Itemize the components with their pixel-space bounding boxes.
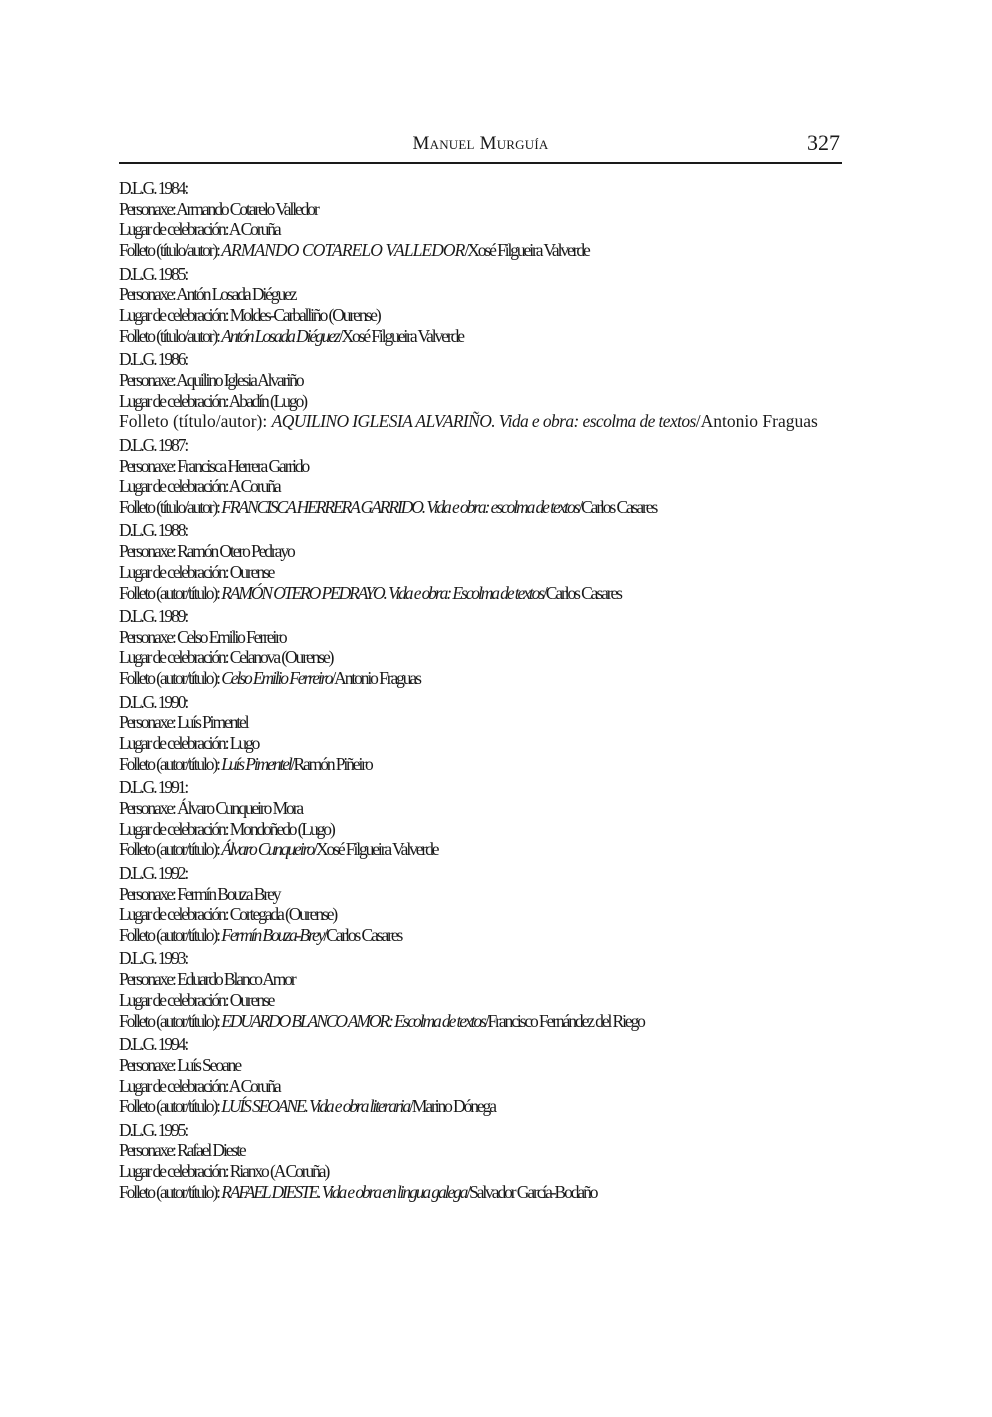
folleto-title: FRANCISCA HERRERA GARRIDO. Vida e obra: escolma de textos (221, 496, 579, 517)
entry-lugar (119, 562, 849, 583)
entry-lugar (119, 733, 849, 754)
entry-dlg: D.L.G. 1984: (119, 178, 188, 198)
folleto-title: ARMANDO COTARELO VALLEDOR (221, 240, 465, 261)
entry-folleto (119, 326, 849, 347)
entry-dlg: D.L.G. 1993: (119, 948, 188, 969)
personaxe-value: Fermín Bouza Brey (177, 883, 280, 904)
personaxe-value: Álvaro Cunqueiro Mora (177, 797, 303, 818)
personaxe-value: Ramón Otero Pedrayo (177, 541, 294, 562)
folleto-title: RAMÓN OTERO PEDRAYO. Vida e obra: Escolma de textos (221, 582, 543, 603)
lugar-value: Moldes-Carballiño (Ourense) (229, 305, 380, 326)
entry-list (119, 178, 849, 1205)
lugar-value: Lugo (229, 733, 259, 754)
personaxe-label: Personaxe: (119, 369, 177, 390)
personaxe-label: Personaxe: (119, 883, 178, 904)
folleto-slash: / (313, 839, 316, 860)
entry-folleto (119, 839, 849, 860)
lugar-value: A Coruña (228, 1075, 280, 1096)
folleto-author: Carlos Casares (545, 582, 621, 603)
entry-dlg: D.L.G. 1989: (119, 606, 188, 627)
folleto-slash: / (338, 325, 342, 346)
folleto-slash: / (323, 924, 327, 945)
entry-folleto (119, 925, 849, 946)
personaxe-value: Celso Emilio Ferreiro (177, 626, 286, 647)
lugar-value: Abadín (Lugo) (228, 390, 306, 411)
folleto-author: Ramón Piñeiro (293, 753, 372, 774)
entry-1986 (119, 349, 849, 432)
personaxe-value: Francisca Herrera Garrido (177, 455, 309, 476)
folleto-label: Folleto (autor/título): (119, 839, 222, 860)
lugar-value: Celanova (Ourense) (229, 647, 333, 668)
personaxe-value: Antón Losada Diéguez (176, 284, 296, 305)
entry-folleto (119, 668, 849, 689)
personaxe-value: Aquilino Iglesia Alvariño (176, 369, 303, 390)
entry-personaxe (119, 884, 849, 905)
personaxe-value: Eduardo Blanco Amor (177, 969, 295, 990)
lugar-label: Lugar de celebración: (119, 1075, 229, 1096)
entry-folleto (119, 1182, 849, 1203)
entry-1990 (119, 692, 849, 775)
folleto-label: Folleto (título/autor): (119, 496, 222, 517)
folleto-title: EDUARDO BLANCO AMOR: Escolma de textos (221, 1010, 485, 1031)
folleto-slash: / (578, 496, 582, 517)
folleto-slash: / (331, 668, 335, 689)
entry-lugar (119, 904, 849, 925)
folleto-slash: / (695, 411, 701, 432)
entry-dlg: D.L.G. 1994: (119, 1034, 188, 1055)
entry-personaxe (119, 712, 849, 733)
page-number: 327 (807, 130, 840, 155)
entry-personaxe (119, 456, 849, 477)
entry-1991 (119, 777, 849, 860)
folleto-label: Folleto (autor/título): (119, 1096, 222, 1117)
personaxe-value: Rafael Dieste (177, 1140, 245, 1161)
entry-1988 (119, 520, 849, 603)
entry-personaxe (119, 627, 849, 648)
entry-1995 (119, 1120, 849, 1203)
folleto-label: Folleto (autor/título): (119, 668, 222, 689)
folleto-title: Celso Emilio Ferreiro (221, 668, 332, 689)
entry-dlg: D.L.G. 1987: (119, 434, 188, 455)
folleto-title: RAFAEL DIESTE. Vida e obra en lingua galega (221, 1181, 467, 1202)
lugar-value: Ourense (229, 561, 274, 582)
lugar-label: Lugar de celebración: (119, 390, 229, 411)
entry-personaxe (119, 1140, 849, 1161)
lugar-value: Ourense (229, 989, 274, 1010)
personaxe-label: Personaxe: (119, 1054, 178, 1075)
page-header (119, 130, 842, 164)
lugar-label: Lugar de celebración: (119, 904, 230, 925)
entry-personaxe (119, 1055, 849, 1076)
folleto-title: AQUILINO IGLESIA ALVARIÑO. Vida e obra: escolma de textos (271, 411, 696, 432)
entry-lugar (119, 819, 849, 840)
entry-1992 (119, 863, 849, 946)
entry-lugar (119, 219, 849, 240)
entry-folleto (119, 411, 849, 432)
folleto-label: Folleto (autor/título): (119, 1010, 222, 1031)
lugar-label: Lugar de celebración: (119, 733, 230, 754)
entry-personaxe (119, 798, 849, 819)
entry-lugar (119, 305, 849, 326)
personaxe-value: Luís Pimentel (177, 712, 248, 733)
entry-1987 (119, 435, 849, 518)
folleto-label: Folleto (autor/título): (119, 924, 222, 945)
personaxe-label: Personaxe: (119, 712, 178, 733)
lugar-value: A Coruña (228, 219, 280, 240)
entry-folleto (119, 497, 849, 518)
entry-1985 (119, 264, 849, 347)
entry-folleto (119, 583, 849, 604)
folleto-label: Folleto (título/autor): (119, 240, 222, 261)
entry-lugar (119, 1161, 849, 1182)
folleto-author: Carlos Casares (581, 496, 657, 517)
entry-lugar (119, 990, 849, 1011)
folleto-label: Folleto (autor/título): (119, 1181, 222, 1202)
entry-dlg: D.L.G. 1986: (119, 349, 188, 370)
folleto-title: Luís Pimentel (221, 753, 291, 774)
entry-dlg: D.L.G. 1992: (119, 862, 188, 883)
folleto-slash: / (409, 1096, 412, 1117)
lugar-label: Lugar de celebración: (119, 647, 230, 668)
folleto-author: Antonio Fraguas (700, 411, 818, 432)
folleto-author: Xosé Filgueira Valverde (341, 325, 463, 346)
folleto-author: Francisco Fernández del Riego (487, 1010, 644, 1031)
entry-folleto (119, 1096, 849, 1117)
personaxe-label: Personaxe: (119, 198, 177, 219)
folleto-title: LUÍS SEOANE. Vida e obra literaria (221, 1096, 410, 1117)
folleto-slash: / (464, 240, 468, 261)
personaxe-label: Personaxe: (119, 626, 178, 647)
lugar-value: Mondoñedo (Lugo) (229, 818, 334, 839)
folleto-label: Folleto (autor/título): (119, 582, 222, 603)
entry-dlg: D.L.G. 1988: (119, 520, 188, 541)
lugar-label: Lugar de celebración: (119, 561, 230, 582)
lugar-label: Lugar de celebración: (119, 305, 230, 326)
lugar-value: Rianxo (A Coruña) (229, 1161, 329, 1182)
lugar-label: Lugar de celebración: (119, 476, 229, 497)
folleto-author: Xosé Filgueira Valverde (315, 839, 438, 860)
folleto-label: Folleto (autor/título): (119, 753, 222, 774)
entry-personaxe (119, 541, 849, 562)
lugar-value: Cortegada (Ourense) (229, 904, 337, 925)
folleto-slash: / (290, 753, 294, 774)
entry-folleto (119, 754, 849, 775)
lugar-label: Lugar de celebración: (119, 818, 230, 839)
entry-folleto (119, 240, 849, 261)
folleto-title: Antón Losada Diéguez (221, 325, 339, 346)
entry-lugar (119, 1076, 849, 1097)
entry-lugar (119, 391, 849, 412)
folleto-author: Marino Dónega (411, 1096, 495, 1117)
personaxe-label: Personaxe: (119, 284, 177, 305)
folleto-author: Carlos Casares (326, 924, 402, 945)
entry-lugar (119, 647, 849, 668)
folleto-author: Xosé Filgueira Valverde (467, 240, 589, 261)
personaxe-label: Personaxe: (119, 1140, 178, 1161)
entry-1994 (119, 1034, 849, 1117)
folleto-label: Folleto (título/autor): (119, 325, 222, 346)
lugar-label: Lugar de celebración: (119, 989, 230, 1010)
folleto-title: Álvaro Cunqueiro (221, 839, 314, 860)
folleto-slash: / (542, 582, 546, 603)
entry-personaxe (119, 969, 849, 990)
lugar-label: Lugar de celebración: (119, 219, 229, 240)
folleto-author: Salvador García-Bodaño (469, 1181, 597, 1202)
entry-1984 (119, 178, 849, 261)
folleto-author: Antonio Fraguas (334, 668, 420, 689)
personaxe-value: Armando Cotarelo Valledor (176, 198, 318, 219)
entry-1993 (119, 948, 849, 1031)
entry-dlg: D.L.G. 1985: (119, 263, 188, 284)
entry-1989 (119, 606, 849, 689)
folleto-title: Fermín Bouza-Brey (221, 924, 324, 945)
entry-dlg: D.L.G. 1995: (119, 1119, 188, 1140)
entry-personaxe (119, 284, 849, 305)
entry-personaxe (119, 370, 849, 391)
folleto-slash: / (484, 1010, 488, 1031)
personaxe-label: Personaxe: (119, 969, 178, 990)
personaxe-label: Personaxe: (119, 541, 178, 562)
folleto-label: Folleto (título/autor): (119, 411, 272, 432)
personaxe-label: Personaxe: (119, 455, 178, 476)
entry-personaxe (119, 199, 849, 220)
lugar-value: A Coruña (228, 476, 280, 497)
entry-dlg: D.L.G. 1990: (119, 691, 188, 712)
personaxe-value: Luís Seoane (177, 1054, 240, 1075)
running-head: Manuel Murguía (412, 133, 549, 154)
entry-dlg: D.L.G. 1991: (119, 777, 188, 798)
entry-lugar (119, 476, 849, 497)
entry-folleto (119, 1011, 849, 1032)
personaxe-label: Personaxe: (119, 797, 178, 818)
folleto-slash: / (466, 1181, 470, 1202)
lugar-label: Lugar de celebración: (119, 1161, 230, 1182)
